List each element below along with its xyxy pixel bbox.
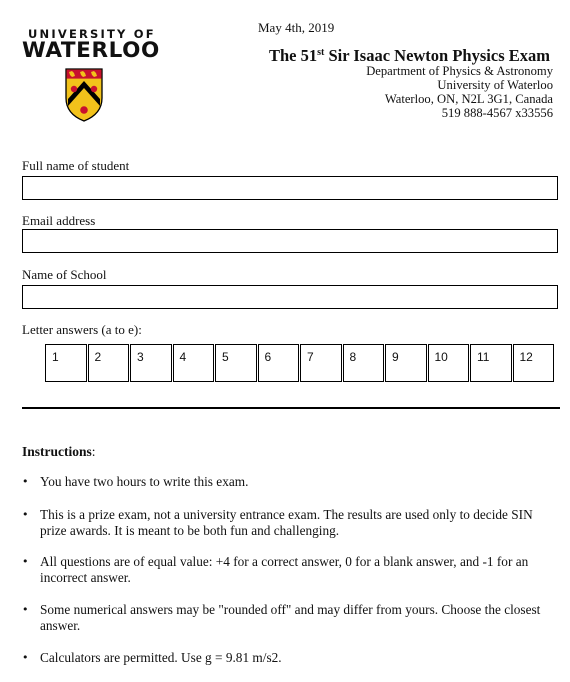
department-address xyxy=(366,64,553,120)
exam-date: May 4th, 2019 xyxy=(258,20,335,35)
instruction-text: You have two hours to write this exam. xyxy=(40,474,249,489)
university-of-text: UNIVERSITY OF xyxy=(28,27,156,41)
full-name-field[interactable] xyxy=(22,176,558,200)
answer-cell[interactable]: 4 xyxy=(173,344,215,382)
bullet-icon: • xyxy=(22,508,29,521)
answer-cell[interactable]: 5 xyxy=(215,344,257,382)
bullet-icon: • xyxy=(22,651,29,664)
email-field[interactable] xyxy=(22,229,558,253)
answer-cell[interactable]: 2 xyxy=(88,344,130,382)
bullet-icon: • xyxy=(22,603,29,616)
instruction-text: Some numerical answers may be "rounded off" and may differ from yours. Choose the closest answer. xyxy=(40,602,541,633)
answer-cell[interactable]: 12 xyxy=(513,344,555,382)
answer-grid xyxy=(45,344,555,382)
title-superscript: st xyxy=(317,47,325,58)
answer-cell[interactable]: 11 xyxy=(470,344,512,382)
instructions-heading xyxy=(22,444,96,460)
answer-cell[interactable]: 9 xyxy=(385,344,427,382)
email-label: Email address xyxy=(22,213,96,228)
address-line: 519 888-4567 x33556 xyxy=(441,106,553,120)
instructions-heading-colon: : xyxy=(91,444,96,459)
title-prefix: The 51 xyxy=(268,46,318,65)
answer-cell[interactable]: 8 xyxy=(343,344,385,382)
address-line: Department of Physics & Astronomy xyxy=(366,64,553,78)
title-suffix: Sir Isaac Newton Physics Exam xyxy=(324,46,550,65)
waterloo-wordmark: WATERLOO xyxy=(22,38,160,63)
bullet-icon: • xyxy=(22,475,29,488)
address-line: Waterloo, ON, N2L 3G1, Canada xyxy=(384,92,553,106)
instruction-text: Calculators are permitted. Use g = 9.81 m/s2. xyxy=(40,650,282,665)
bullet-icon: • xyxy=(22,555,29,568)
instructions-heading-text: Instructions xyxy=(22,444,92,459)
answer-cell[interactable]: 3 xyxy=(130,344,172,382)
answer-cell[interactable]: 10 xyxy=(428,344,470,382)
waterloo-crest-icon xyxy=(65,68,103,122)
answer-cell[interactable]: 6 xyxy=(258,344,300,382)
instruction-text: All questions are of equal value: +4 for a correct answer, 0 for a blank answer, and -1 for an incorrect answer. xyxy=(40,554,529,585)
address-line: University of Waterloo xyxy=(437,78,553,92)
answer-cell[interactable]: 1 xyxy=(45,344,87,382)
exam-title xyxy=(269,46,550,66)
divider xyxy=(22,407,560,409)
instruction-text: This is a prize exam, not a university entrance exam. The results are used only to decide SIN prize awards. It is meant to be both fun and challenging. xyxy=(40,507,533,538)
answers-label: Letter answers (a to e): xyxy=(22,322,142,337)
full-name-label: Full name of student xyxy=(22,158,130,173)
answer-cell[interactable]: 7 xyxy=(300,344,342,382)
school-label: Name of School xyxy=(22,267,107,282)
school-field[interactable] xyxy=(22,285,558,309)
